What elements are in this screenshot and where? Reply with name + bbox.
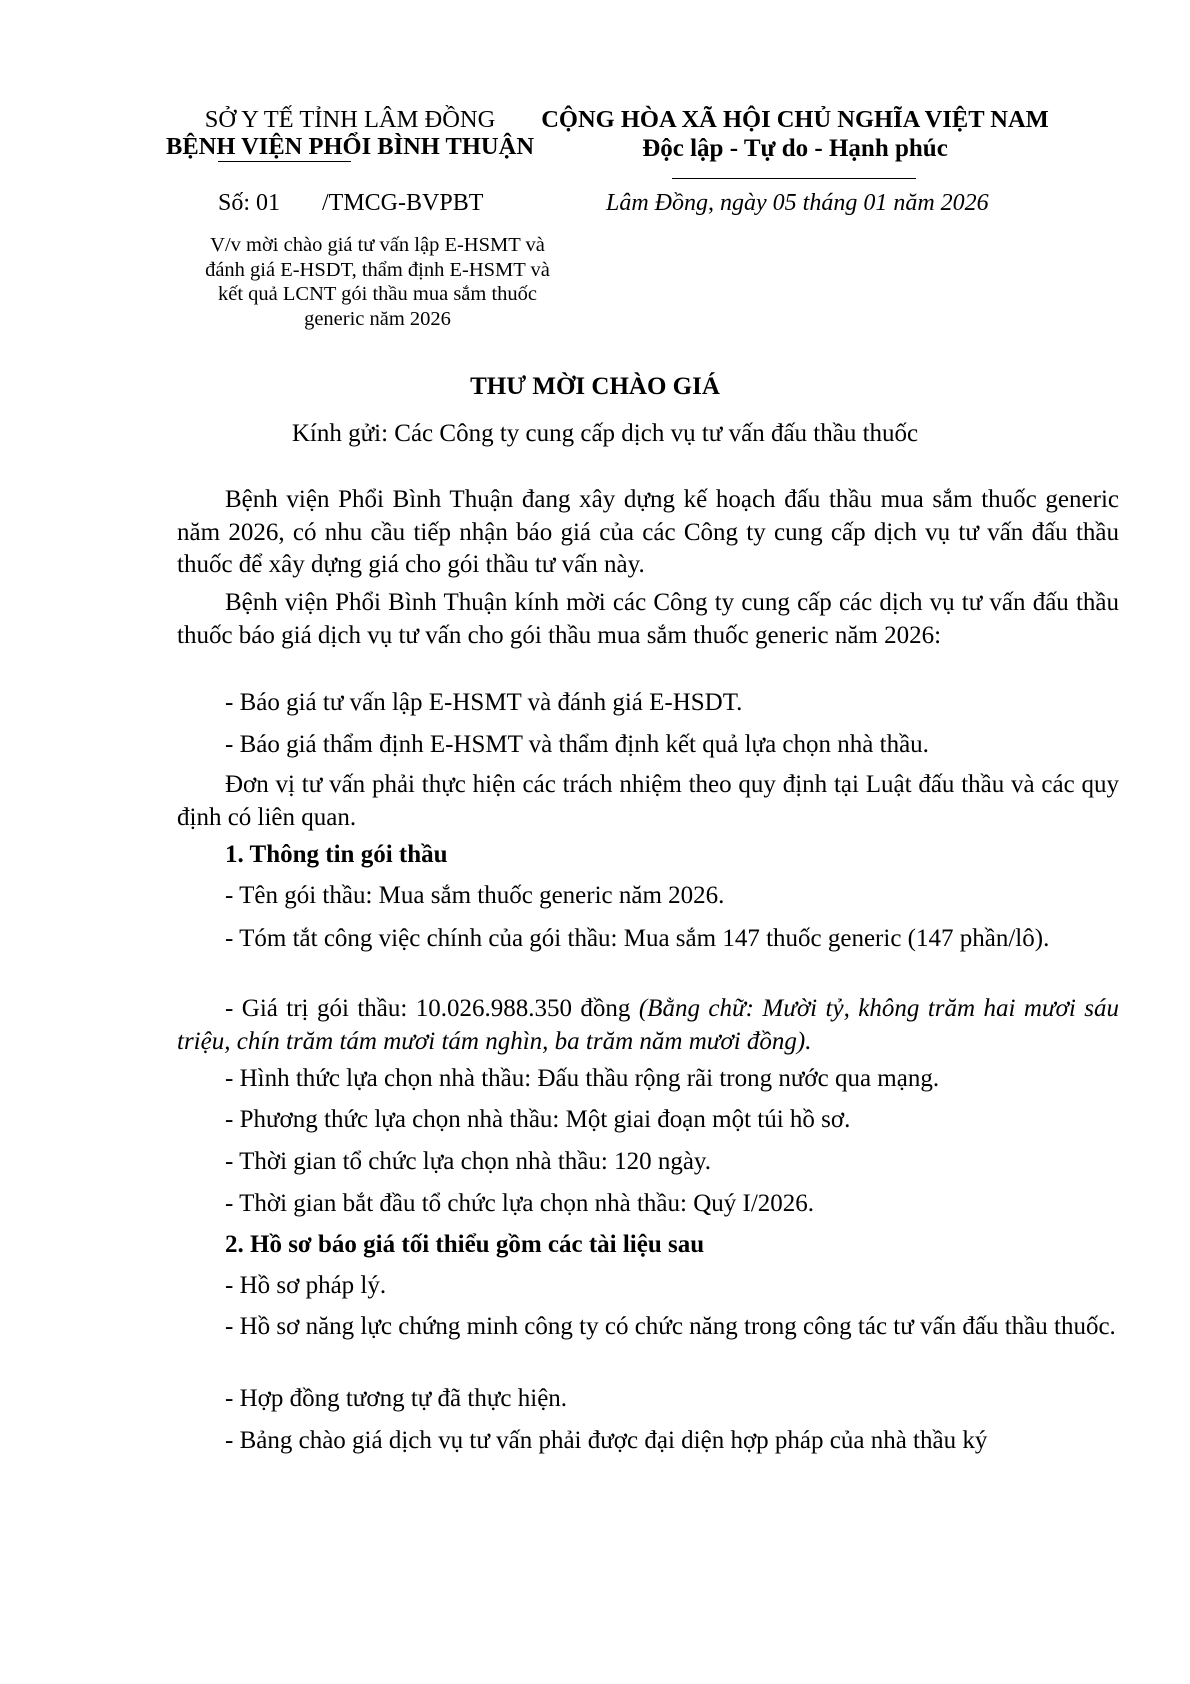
selection-duration: - Thời gian tổ chức lựa chọn nhà thầu: 120 ngày. <box>225 1148 712 1175</box>
package-value-words: (Bằng chữ: Mười tỷ, không trăm hai mươi sáu triệu, chín trăm tám mươi tám nghìn, ba trăm năm mươi đồng). <box>177 995 1119 1055</box>
requirement-capacity: - Hồ sơ năng lực chứng minh công ty có chức năng trong công tác tư vấn đấu thầu thuốc. <box>225 1313 1116 1340</box>
organization-name: BỆNH VIỆN PHỔI BÌNH THUẬN <box>165 133 535 160</box>
section-2-heading: 2. Hồ sơ báo giá tối thiểu gồm các tài liệu sau <box>225 1231 705 1258</box>
national-motto: Độc lập - Tự do - Hạnh phúc <box>642 135 948 162</box>
motto-underline <box>672 178 916 179</box>
document-number-suffix: /TMCG-BVPBT <box>322 190 484 216</box>
place-date: Lâm Đồng, ngày 05 tháng 01 năm 2026 <box>606 190 989 216</box>
package-value-amount: - Giá trị gói thầu: 10.026.988.350 đồng <box>225 995 639 1022</box>
document-number-prefix: Số: 01 <box>218 190 281 216</box>
section-1-heading: 1. Thông tin gói thầu <box>225 841 448 868</box>
department-name: SỞ Y TẾ TỈNH LÂM ĐỒNG <box>204 106 496 133</box>
quote-item: - Báo giá thẩm định E-HSMT và thẩm định kết quả lựa chọn nhà thầu. <box>225 731 929 758</box>
recipient-line: Kính gửi: Các Công ty cung cấp dịch vụ tư vấn đấu thầu thuốc <box>291 420 919 447</box>
requirement-price-sheet: - Bảng chào giá dịch vụ tư vấn phải được đại diện hợp pháp của nhà thầu ký <box>225 1427 988 1454</box>
subject-line: đánh giá E-HSDT, thẩm định E-HSMT và <box>205 258 550 281</box>
package-summary: - Tóm tắt công việc chính của gói thầu: Mua sắm 147 thuốc generic (147 phần/lô). <box>225 925 1050 952</box>
intro-paragraph-2: Bệnh viện Phổi Bình Thuận kính mời các Công ty cung cấp các dịch vụ tư vấn đấu thầu thuốc báo giá dịch vụ tư vấn cho gói thầu mua sắm thuốc generic năm 2026: <box>177 589 1119 649</box>
selection-form: - Hình thức lựa chọn nhà thầu: Đấu thầu rộng rãi trong nước qua mạng. <box>225 1065 940 1092</box>
organization-underline <box>218 161 351 162</box>
nation-title: CỘNG HÒA XÃ HỘI CHỦ NGHĨA VIỆT NAM <box>541 106 1049 133</box>
selection-method: - Phương thức lựa chọn nhà thầu: Một giai đoạn một túi hồ sơ. <box>225 1106 851 1133</box>
subject-block <box>205 233 550 331</box>
requirement-legal: - Hồ sơ pháp lý. <box>225 1272 387 1299</box>
package-value <box>177 993 1119 1058</box>
requirement-contracts: - Hợp đồng tương tự đã thực hiện. <box>225 1385 568 1412</box>
responsibility-paragraph: Đơn vị tư vấn phải thực hiện các trách nhiệm theo quy định tại Luật đấu thầu và các quy định có liên quan. <box>177 771 1119 831</box>
letter-title: THƯ MỜI CHÀO GIÁ <box>470 373 720 400</box>
package-name: - Tên gói thầu: Mua sắm thuốc generic năm 2026. <box>225 882 725 909</box>
subject-line: generic năm 2026 <box>304 307 451 330</box>
subject-line: V/v mời chào giá tư vấn lập E-HSMT và <box>210 234 545 256</box>
selection-start: - Thời gian bắt đầu tổ chức lựa chọn nhà thầu: Quý I/2026. <box>225 1190 815 1217</box>
quote-item: - Báo giá tư vấn lập E-HSMT và đánh giá E-HSDT. <box>225 689 743 716</box>
subject-line: kết quả LCNT gói thầu mua sắm thuốc <box>217 283 538 305</box>
intro-paragraph-1: Bệnh viện Phổi Bình Thuận đang xây dựng kế hoạch đấu thầu mua sắm thuốc generic năm 2026, có nhu cầu tiếp nhận báo giá của các Công ty cung cấp dịch vụ tư vấn đấu thầu thuốc để xây dựng giá cho gói thầu tư vấn này. <box>177 486 1119 578</box>
